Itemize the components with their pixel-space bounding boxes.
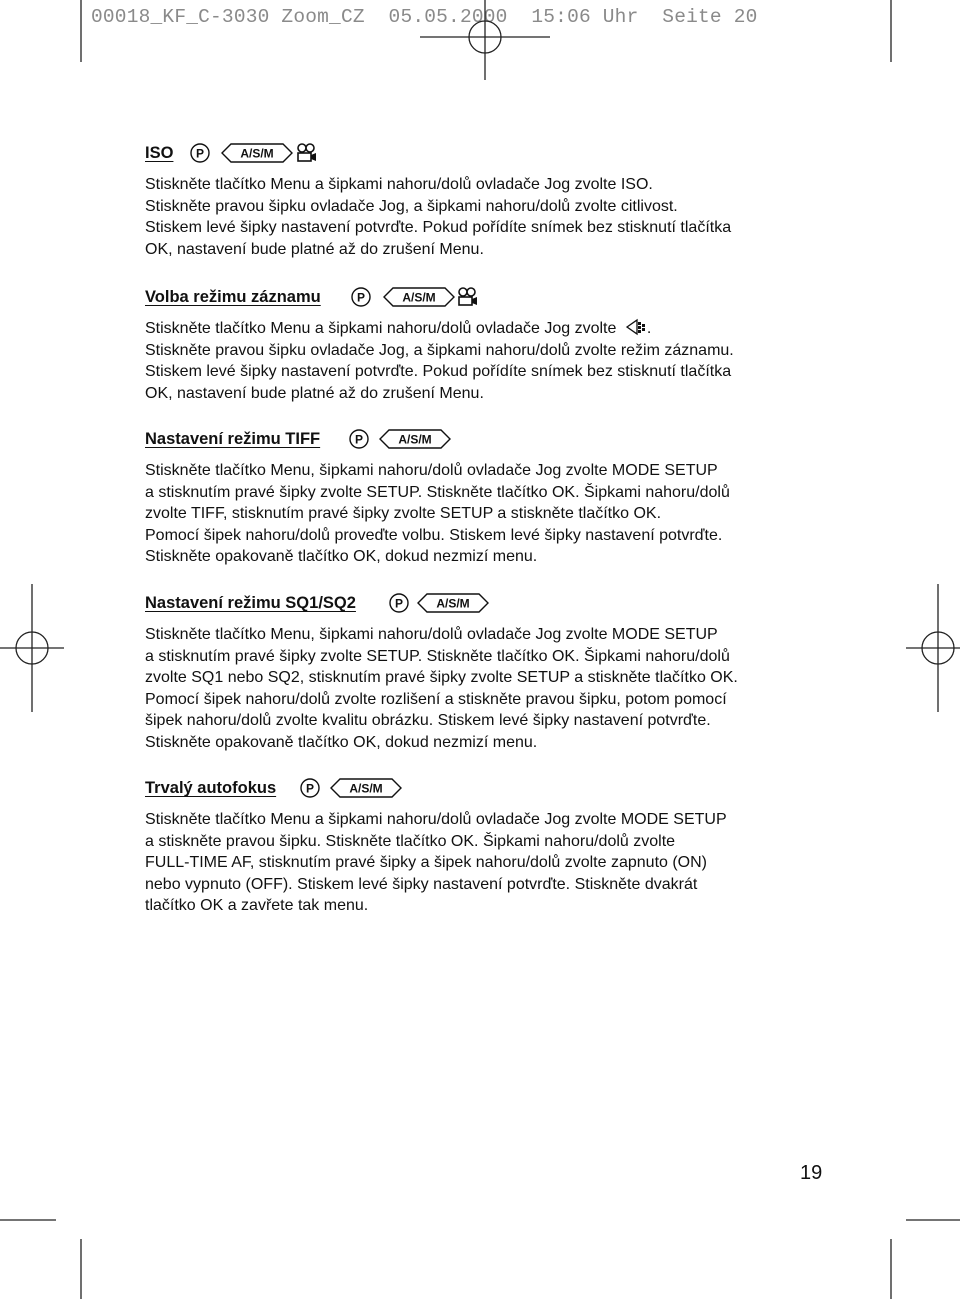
section-iso xyxy=(145,144,845,260)
program-mode-icon xyxy=(350,286,372,308)
asm-mode-icon xyxy=(415,592,491,614)
recording-mode-icon xyxy=(625,318,647,336)
section-tiff-mode xyxy=(145,430,845,568)
section-body-line1 xyxy=(145,318,845,340)
asm-mode-label: A/S/M xyxy=(240,146,274,161)
section-heading: Nastavení režimu TIFF xyxy=(145,430,321,448)
section-body: Stiskněte tlačítko Menu, šipkami nahoru/dolů ovladače Jog zvolte MODE SETUP a stisknutím pravé šipky zvolte SETUP. Stiskněte tlačítko OK. Šipkami nahoru/dolů zvolte SQ1 nebo SQ2, stisknutím pravé šipky zvolte SETUP a stiskněte tlačítko OK. Pomocí šipek nahoru/dolů zvolte rozlišení a stiskněte pravou šipku, potom pomocí šipek nahoru/dolů zvolte kvalitu obrázku. Stiskem levé šipky nastavení potvrďte. Stiskněte opakovaně tlačítko OK, dokud nezmizí menu. xyxy=(145,626,738,751)
section-recording-mode xyxy=(145,288,845,404)
program-mode-label: P xyxy=(354,432,364,447)
section-body: Stiskněte pravou šipku ovladače Jog, a šipkami nahoru/dolů zvolte režim záznamu. Stiskem levé šipky nastavení potvrďte. Pokud pořídíte snímek bez stisknutí tlačítka OK, nastavení bude platné až do zrušení Menu. xyxy=(145,341,734,402)
section-body: Stiskněte tlačítko Menu a šipkami nahoru/dolů ovladače Jog zvolte ISO. Stiskněte pravou šipku ovladače Jog, a šipkami nahoru/dolů zvolte citlivost. Stiskem levé šipky nastavení potvrďte. Pokud pořídíte snímek bez stisknutí tlačítka OK, nastavení bude platné až do zrušení Menu. xyxy=(145,176,732,258)
asm-mode-label: A/S/M xyxy=(398,432,432,447)
program-mode-label: P xyxy=(356,290,366,305)
program-mode-icon xyxy=(348,428,370,450)
body-line1-text: Stiskněte tlačítko Menu a šipkami nahoru/dolů ovladače Jog zvolte xyxy=(145,320,617,337)
asm-mode-icon xyxy=(377,428,453,450)
print-slug-header: 00018_KF_C-3030 Zoom_CZ 05.05.2000 15:06 Uhr Seite 20 xyxy=(91,6,758,28)
asm-mode-icon xyxy=(219,142,295,164)
program-mode-icon xyxy=(299,777,321,799)
asm-mode-label: A/S/M xyxy=(436,596,470,611)
section-sq-mode xyxy=(145,594,845,754)
section-heading: Volba režimu záznamu xyxy=(145,288,321,306)
section-heading: Nastavení režimu SQ1/SQ2 xyxy=(145,594,356,612)
program-mode-icon xyxy=(388,592,410,614)
page-number: 19 xyxy=(800,1162,823,1184)
registration-mark-left xyxy=(0,584,64,712)
movie-camera-icon xyxy=(295,142,319,164)
section-body: Stiskněte tlačítko Menu a šipkami nahoru/dolů ovladače Jog zvolte MODE SETUP a stiskněte pravou šipku. Stiskněte tlačítko OK. Šipkami nahoru/dolů zvolte FULL-TIME AF, stisknutím pravé šipky a šipek nahoru/dolů zvolte zapnuto (ON) nebo vypnuto (OFF). Stiskem levé šipky nastavení potvrďte. Stiskněte dvakrát tlačítko OK a zavřete tak menu. xyxy=(145,811,727,915)
asm-mode-icon xyxy=(381,286,457,308)
program-mode-label: P xyxy=(394,596,404,611)
program-mode-label: P xyxy=(305,781,315,796)
section-body: Stiskněte tlačítko Menu, šipkami nahoru/dolů ovladače Jog zvolte MODE SETUP a stisknutím pravé šipky zvolte SETUP. Stiskněte tlačítko OK. Šipkami nahoru/dolů zvolte TIFF, stisknutím pravé šipky zvolte SETUP a stiskněte tlačítko OK. Pomocí šipek nahoru/dolů proveďte volbu. Stiskem levé šipky nastavení potvrďte. Stiskněte opakovaně tlačítko OK, dokud nezmizí menu. xyxy=(145,462,730,566)
program-mode-label: P xyxy=(195,146,205,161)
asm-mode-label: A/S/M xyxy=(402,290,436,305)
registration-mark-top xyxy=(420,0,550,80)
program-mode-icon xyxy=(189,142,211,164)
section-heading: ISO xyxy=(145,144,174,162)
asm-mode-label: A/S/M xyxy=(349,781,383,796)
section-full-time-af xyxy=(145,779,845,917)
movie-camera-icon xyxy=(456,286,480,308)
section-heading: Trvalý autofokus xyxy=(145,779,277,797)
asm-mode-icon xyxy=(328,777,404,799)
body-line1-end: . xyxy=(646,320,652,337)
registration-mark-right xyxy=(906,584,960,712)
